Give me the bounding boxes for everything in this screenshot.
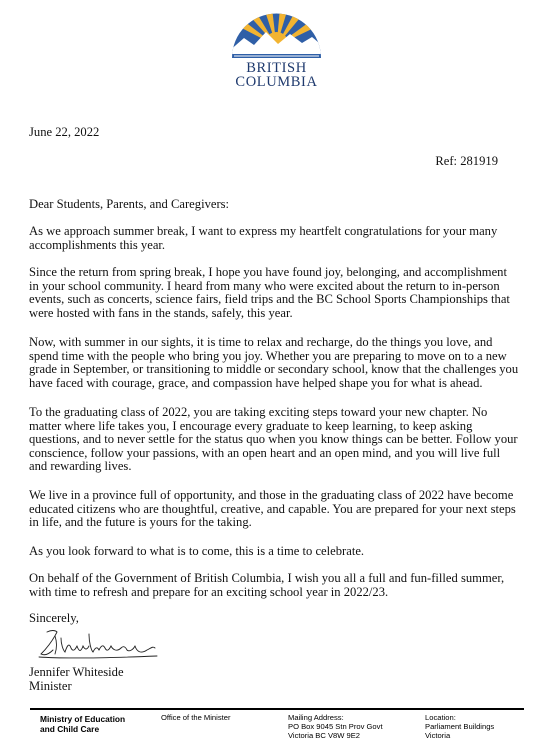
signer-title: Minister [29, 679, 72, 693]
footer-mailing-address: Mailing Address: PO Box 9045 Stn Prov Govt Victoria BC V8W 9E2 [288, 713, 383, 740]
letter-date: June 22, 2022 [29, 125, 100, 139]
logo-text-columbia: COLUMBIA [235, 74, 318, 90]
footer-ministry: Ministry of Education and Child Care [40, 714, 126, 734]
closing: Sincerely, [29, 611, 79, 625]
logo-text-british: BRITISH [246, 60, 307, 76]
signer-name: Jennifer Whiteside [29, 665, 124, 679]
footer-divider [30, 708, 524, 710]
salutation: Dear Students, Parents, and Caregivers: [29, 197, 230, 211]
paragraph: To the graduating class of 2022, you are taking exciting steps toward your new chapter. No matter where life takes you, I encourage every graduate to keep learning, to keep asking questions, and to never settle for the status quo when you know things can be better. Follow your conscience, follow your passions, with an open heart and an open mind, and you will live full and rewarding lives. [29, 405, 518, 474]
footer-office: Office of the Minister [161, 713, 231, 722]
handwritten-signature [37, 626, 162, 662]
paragraph: We live in a province full of opportunity, and those in the graduating class of 2022 have become educated citizens who are thoughtful, creative, and capable. You are prepared for your next steps in life, and the future is yours for the taking. [29, 488, 516, 530]
paragraph: On behalf of the Government of British Columbia, I wish you all a full and fun-filled summer, with time to refresh and prepare for an exciting school year in 2022/23. [29, 571, 505, 599]
footer-location: Location: Parliament Buildings Victoria [425, 713, 495, 740]
bc-sun-mountains-emblem [228, 12, 325, 60]
bc-logo [0, 0, 553, 100]
paragraph: Now, with summer in our sights, it is time to relax and recharge, do the things you love, and spend time with the people who bring you joy. Whether you are preparing to move on to a new grade in September, or transitioning to middle or secondary school, know that the challenges you have faced with courage, grace, and compassion have helped shape you for what is ahead. [29, 335, 519, 390]
paragraph: Since the return from spring break, I hope you have found joy, belonging, and accomplishment in your school community. I heard from many who were excited about the return to in-person events, such as concerts, science fairs, field trips and the BC School Sports Championships that were hosted with fans in the stands, safely, this year. [29, 265, 510, 320]
paragraph: As we approach summer break, I want to express my heartfelt congratulations for your many accomplishments this year. [29, 224, 498, 252]
paragraph: As you look forward to what is to come, this is a time to celebrate. [29, 544, 365, 558]
reference-number: Ref: 281919 [435, 154, 498, 168]
